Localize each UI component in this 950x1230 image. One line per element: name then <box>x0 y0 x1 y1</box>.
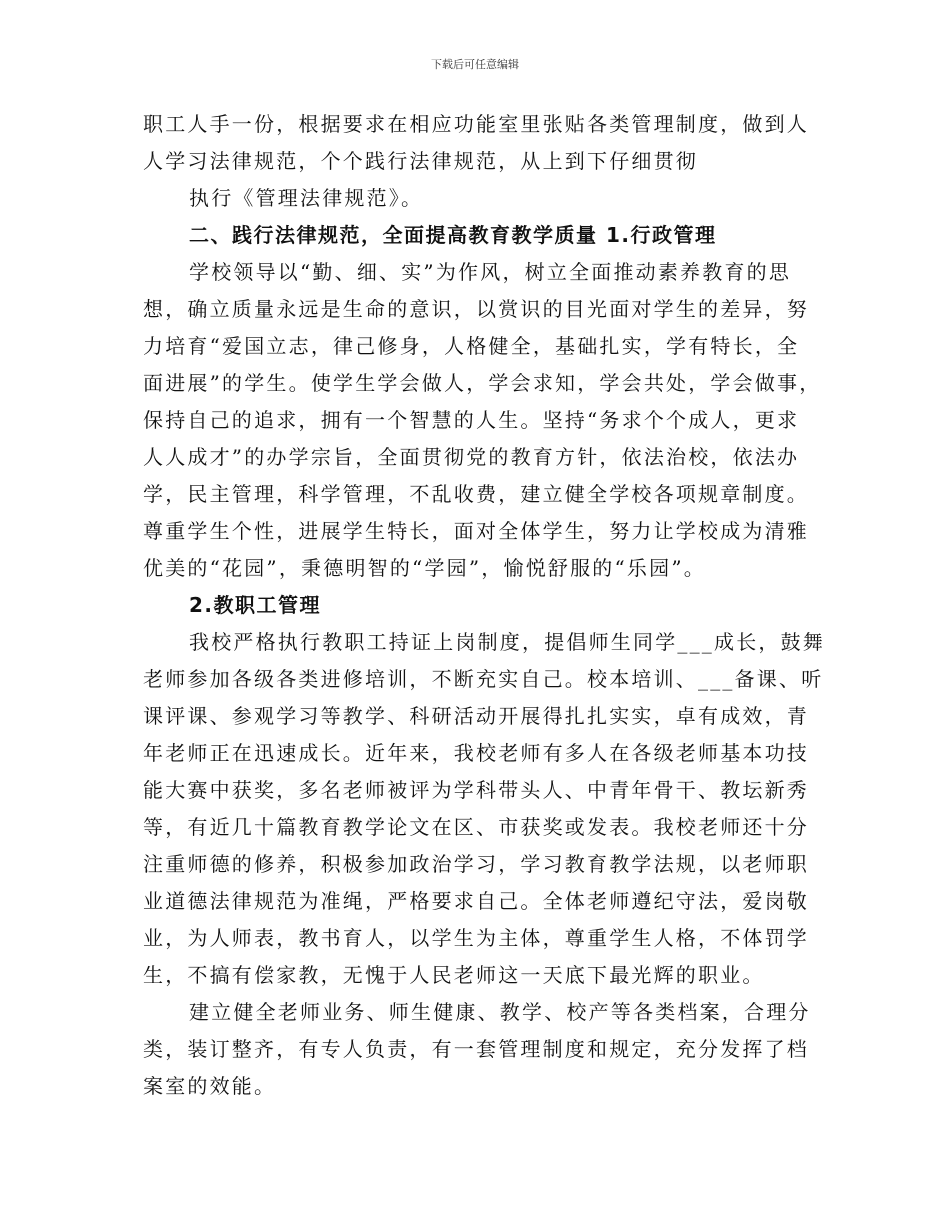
body-line: 等，有近几十篇教育教学论文在区、市获奖或发表。我校老师还十分 <box>143 815 809 839</box>
body-line: 能大赛中获奖，多名老师被评为学科带头人、中青年骨干、教坛新秀 <box>143 778 809 802</box>
body-line: 注重师德的修养，积极参加政治学习，学习教育教学法规，以老师职 <box>143 852 809 876</box>
document-body <box>143 106 823 1105</box>
body-line: 尊重学生个性，进展学生特长，面对全体学生，努力让学校成为清雅 <box>143 519 809 543</box>
body-line: 案室的效能。 <box>143 1074 277 1098</box>
body-line: 人人成才”的办学宗旨，全面贯彻党的教育方针，依法治校，依法办 <box>143 445 800 469</box>
body-line: 人学习法律规范，个个践行法律规范，从上到下仔细贯彻 <box>143 149 698 173</box>
page-header-note: 下载后可任意编辑 <box>431 58 519 71</box>
body-line: 保持自己的追求，拥有一个智慧的人生。坚持“务求个个成人，更求 <box>143 408 800 432</box>
subsection-heading: 2.教职工管理 <box>189 593 322 617</box>
body-line: 我校严格执行教职工持证上岗制度，提倡师生同学___成长，鼓舞 <box>189 630 825 654</box>
body-line: 力培育“爱国立志，律己修身，人格健全，基础扎实，学有特长，全 <box>143 334 800 358</box>
section-heading: 二、践行法律规范，全面提高教育教学质量 1.行政管理 <box>189 223 717 247</box>
body-line: 职工人手一份，根据要求在相应功能室里张贴各类管理制度，做到人 <box>143 112 809 136</box>
body-line: 生，不搞有偿家教，无愧于人民老师这一天底下最光辉的职业。 <box>143 963 765 987</box>
body-line: 学，民主管理，科学管理，不乱收费，建立健全学校各项规章制度。 <box>143 482 809 506</box>
body-line: 执行《管理法律规范》。 <box>189 186 424 210</box>
body-line: 想，确立质量永远是生命的意识，以赏识的目光面对学生的差异，努 <box>143 297 809 321</box>
body-line: 面进展”的学生。使学生学会做人，学会求知，学会共处，学会做事， <box>143 371 822 395</box>
body-line: 年老师正在迅速成长。近年来，我校老师有多人在各级老师基本功技 <box>143 741 809 765</box>
body-line: 学校领导以“勤、细、实”为作风，树立全面推动素养教育的思 <box>189 260 792 284</box>
body-line: 老师参加各级各类进修培训，不断充实自己。校本培训、___备课、听 <box>143 667 824 691</box>
body-line: 建立健全老师业务、师生健康、教学、校产等各类档案，合理分 <box>189 1000 811 1024</box>
body-line: 业道德法律规范为准绳，严格要求自己。全体老师遵纪守法，爱岗敬 <box>143 889 809 913</box>
body-line: 课评课、参观学习等教学、科研活动开展得扎扎实实，卓有成效，青 <box>143 704 809 728</box>
body-line: 优美的“花园”，秉德明智的“学园”，愉悦舒服的“乐园”。 <box>143 556 706 580</box>
body-line: 类，装订整齐，有专人负责，有一套管理制度和规定，充分发挥了档 <box>143 1037 809 1061</box>
body-line: 业，为人师表，教书育人，以学生为主体，尊重学生人格，不体罚学 <box>143 926 809 950</box>
